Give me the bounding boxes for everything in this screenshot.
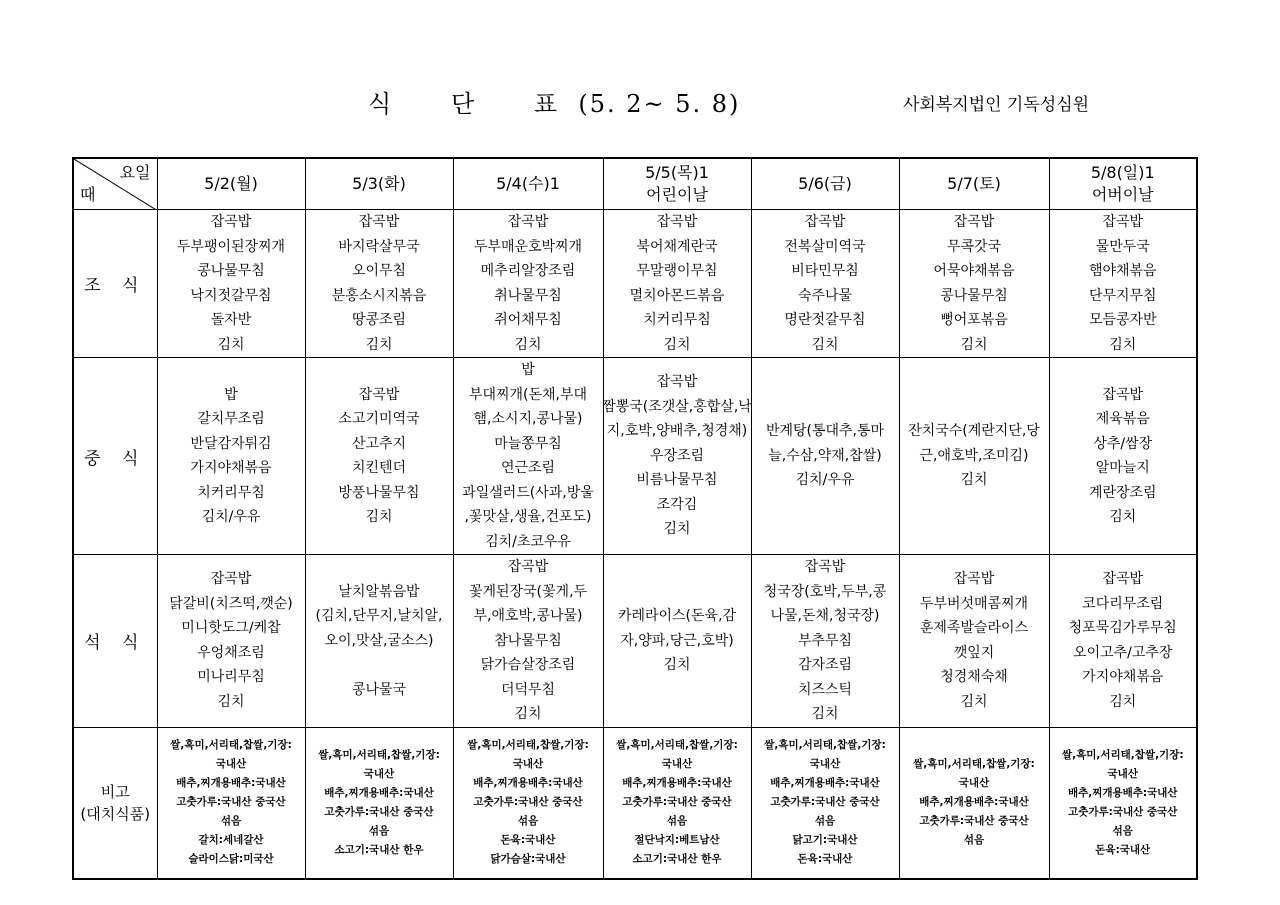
menu-item: 치커리무침 [643, 312, 711, 328]
menu-item: 계란장조림 [1088, 484, 1157, 501]
header-row [73, 158, 1197, 210]
meal-label: 중 식 [73, 358, 157, 555]
menu-item: 모듬콩자반 [1088, 312, 1157, 328]
day-date: 5/2(월) [204, 174, 258, 193]
notes-list [604, 736, 751, 869]
menu-item: 김치 [663, 657, 691, 673]
notes-cell [157, 727, 305, 879]
menu-item: 잡곡밥 [804, 559, 846, 575]
origin-note-line: 고춧가루:국내산 중국산 [622, 796, 732, 808]
menu-items [752, 555, 899, 727]
menu-cell [751, 555, 899, 728]
origin-note-line: 국내산 [661, 758, 693, 770]
menu-cell [751, 210, 899, 358]
menu-cell [751, 358, 899, 555]
menu-item: 우엉채조림 [197, 644, 265, 661]
menu-item: 돌자반 [210, 312, 252, 328]
notes-row [73, 727, 1197, 879]
menu-item: 잡곡밥 [953, 571, 995, 588]
origin-note-line: 배추,찌개용배추:국내산 [1067, 786, 1178, 799]
menu-item: 북어채계란국 [636, 238, 718, 255]
menu-item: 가지야채볶음 [1082, 669, 1164, 686]
origin-note-line: 국내산 [809, 758, 841, 770]
origin-note-line: 국내산 [1107, 767, 1138, 780]
menu-cell [157, 210, 305, 358]
menu-item: 숙주나물 [797, 287, 853, 304]
menu-item: 꽃게된장국(꽃게,두 [468, 583, 588, 600]
menu-item: 알마늘지 [1095, 460, 1150, 476]
origin-note-line: 쌀,흑미,서리태,찹쌀,기장: [616, 739, 738, 751]
menu-item: 근,애호박,조미김) [919, 447, 1029, 464]
menu-item: 어묵야채볶음 [933, 263, 1015, 279]
menu-item: 김치/우유 [795, 472, 855, 489]
menu-item: 김치 [960, 693, 988, 710]
menu-item: 오이무침 [351, 263, 407, 279]
day-date: 5/5(목)1 [645, 163, 709, 182]
origin-note-line: 섞음 [666, 815, 688, 827]
menu-item: 나물,돈채,청국장) [770, 608, 880, 624]
organization-name: 사회복지법인 기독성심원 [903, 95, 1090, 115]
menu-items [604, 210, 751, 357]
menu-items [1050, 567, 1197, 714]
origin-note-line: 국내산 [215, 758, 247, 770]
menu-item: 깻잎지 [953, 644, 995, 661]
menu-items [900, 210, 1049, 357]
day-header [453, 158, 603, 210]
menu-items [752, 210, 899, 357]
menu-items [604, 370, 751, 542]
menu-item: 두부팽이된장찌개 [176, 238, 286, 255]
menu-item: 햄,소시지,콩나물) [473, 411, 583, 427]
menu-item: 오이,맛살,굴소스) [324, 632, 434, 649]
menu-item: 김치/우유 [201, 509, 261, 525]
menu-item: 메추리알장조림 [480, 263, 576, 279]
origin-note-line: 닭가슴살:국내산 [490, 853, 566, 865]
menu-cell [1049, 358, 1197, 555]
day-holiday: 어버이날 [1091, 185, 1154, 204]
menu-item: 반달감자튀김 [190, 435, 272, 452]
day-date: 5/3(화) [352, 174, 406, 193]
origin-note-line: 절단낙지:베트남산 [634, 834, 720, 846]
notes-cell [305, 727, 453, 879]
menu-item: 부,애호박,콩나물) [473, 608, 583, 624]
day-header [305, 158, 453, 210]
menu-items [1050, 210, 1197, 357]
menu-item: 날치알볶음밥 [338, 583, 420, 600]
origin-note-line: 고춧가루:국내산 중국산 [473, 796, 583, 808]
notes-list [1050, 746, 1197, 860]
menu-item [377, 653, 381, 678]
menu-item: 미니핫도그/케찹 [181, 620, 281, 637]
notes-list [752, 736, 899, 869]
origin-note-line: 배추,찌개용배추:국내산 [176, 777, 286, 789]
menu-item: 콩나물무침 [940, 287, 1008, 304]
menu-item: 뻥어포볶음 [940, 312, 1008, 328]
menu-item: 감자조림 [797, 657, 853, 673]
menu-items [454, 555, 603, 727]
menu-item: 멸치아몬드볶음 [629, 287, 725, 304]
menu-items [454, 210, 603, 357]
menu-item: 쥐어채무침 [494, 312, 562, 328]
day-header [603, 158, 751, 210]
menu-items [900, 419, 1049, 493]
menu-item: 치커리무침 [197, 484, 265, 501]
menu-item: 연근조림 [500, 460, 556, 476]
menu-item: 잡곡밥 [358, 214, 400, 230]
menu-items [158, 567, 305, 714]
menu-item: 분홍소시지볶음 [331, 287, 427, 304]
menu-item: 코다리무조림 [1082, 595, 1164, 612]
notes-label-line2: (대치식품) [80, 804, 151, 823]
day-date: 5/6(금) [798, 174, 852, 193]
menu-cell [1049, 555, 1197, 728]
menu-item: 더덕무침 [500, 681, 556, 698]
menu-cell [157, 555, 305, 728]
menu-item: 우장조림 [649, 447, 705, 464]
menu-item: 조각김 [656, 496, 698, 513]
menu-item: 미나리무침 [197, 669, 265, 686]
menu-item: 김치 [1109, 336, 1137, 353]
origin-note-line: 쌀,흑미,서리태,찹쌀,기장: [318, 748, 440, 761]
menu-item: 김치 [663, 521, 691, 538]
origin-note-line: 갈치:세네갈산 [198, 834, 264, 846]
menu-item: 비타민무침 [791, 263, 859, 279]
notes-label-line1: 비고 [100, 782, 130, 801]
menu-item: 낙지젓갈무침 [190, 287, 272, 304]
menu-item: 김치 [811, 336, 839, 353]
menu-items [158, 383, 305, 530]
menu-item: 김치 [217, 693, 245, 710]
menu-cell [603, 555, 751, 728]
menu-item: 전복살미역국 [784, 238, 866, 255]
menu-item: 잡곡밥 [210, 571, 252, 588]
menu-item: 두부버섯매콤찌개 [919, 595, 1029, 612]
menu-item: 잡곡밥 [358, 386, 400, 403]
origin-note-line: 닭고기:국내산 [792, 834, 858, 846]
menu-item: ,꽃맛살,생율,건포도) [464, 509, 592, 525]
menu-item: 소고기미역국 [338, 411, 420, 427]
origin-note-line: 쌀,흑미,서리태,찹쌀,기장: [1061, 748, 1184, 761]
menu-items [604, 604, 751, 678]
menu-item: 잡곡밥 [804, 214, 846, 230]
menu-item: 김치 [365, 509, 393, 525]
menu-item: 김치 [1109, 693, 1137, 710]
notes-list [306, 746, 453, 860]
origin-note-line: 배추,찌개용배추:국내산 [919, 796, 1029, 808]
origin-note-line: 고춧가루:국내산 중국산 [919, 815, 1029, 827]
menu-item: 밥 [521, 362, 535, 378]
menu-table [72, 157, 1198, 880]
menu-item: 햄야채볶음 [1088, 263, 1157, 279]
menu-items [306, 580, 453, 703]
menu-item: 땅콩조림 [351, 312, 407, 328]
menu-cell [453, 358, 603, 555]
menu-cell [899, 358, 1049, 555]
menu-item: 방풍나물무침 [338, 484, 420, 501]
menu-item: 카레라이스(돈육,감 [617, 608, 737, 624]
notes-list [158, 736, 305, 869]
origin-note-line: 돈육:국내산 [797, 853, 853, 865]
menu-item: 치킨텐더 [351, 460, 407, 476]
menu-item: 청경채숙채 [940, 669, 1008, 686]
origin-note-line: 배추,찌개용배추:국내산 [770, 777, 880, 789]
origin-note-line: 쌀,흑미,서리태,찹쌀,기장: [913, 758, 1035, 770]
menu-item: 김치 [960, 336, 988, 353]
origin-note-line: 섞음 [963, 834, 985, 846]
menu-item: 잡곡밥 [656, 374, 698, 391]
menu-item: 참나물무침 [494, 632, 562, 649]
day-header [899, 158, 1049, 210]
menu-item: 오이고추/고추장 [1073, 644, 1173, 661]
menu-item: 콩나물국 [351, 681, 407, 698]
origin-note-line: 고춧가루:국내산 중국산 [176, 796, 286, 808]
menu-items [306, 383, 453, 530]
day-header [751, 158, 899, 210]
menu-item: 잡곡밥 [210, 214, 252, 230]
origin-note-line: 고춧가루:국내산 중국산 [770, 796, 880, 808]
menu-item: 밥 [224, 386, 238, 403]
menu-item: 물만두국 [1095, 238, 1150, 255]
notes-cell [603, 727, 751, 879]
day-date: 5/7(토) [947, 174, 1001, 193]
corner-cell [73, 158, 157, 210]
notes-list [454, 736, 603, 869]
meal-row-lunch [73, 358, 1197, 555]
menu-item: 자,양파,당근,호박) [620, 632, 734, 649]
menu-cell [157, 358, 305, 555]
menu-item: 훈제족발슬라이스 [919, 620, 1029, 637]
menu-item: 명란젓갈무침 [784, 312, 866, 328]
menu-item: 짬뽕국(조갯살,홍합살,낙 [602, 398, 752, 415]
menu-cell [899, 210, 1049, 358]
menu-item: 마늘쫑무침 [494, 435, 562, 452]
menu-item: 콩나물무침 [197, 263, 265, 279]
menu-item: 김치 [514, 336, 542, 353]
menu-item: 제육볶음 [1095, 411, 1150, 427]
origin-note-line: 섞음 [517, 815, 539, 827]
origin-note-line: 쌀,흑미,서리태,찹쌀,기장: [764, 739, 886, 751]
menu-item: 늘,수삼,약재,찹쌀) [768, 447, 882, 464]
origin-note-line: 소고기:국내산 한우 [334, 843, 424, 856]
menu-items [306, 210, 453, 357]
menu-item: 잡곡밥 [656, 214, 698, 230]
menu-item: 상추/쌈장 [1093, 435, 1153, 452]
origin-note-line: 돈육:국내산 [1095, 843, 1151, 856]
origin-note-line: 배추,찌개용배추:국내산 [324, 786, 434, 799]
day-date: 5/4(수)1 [496, 174, 560, 193]
menu-item: 지,호박,양배추,청경채) [606, 423, 748, 440]
meal-row-breakfast [73, 210, 1197, 358]
menu-item: 김치 [217, 336, 245, 353]
menu-item: 부추무침 [797, 632, 853, 649]
day-date: 5/8(일)1 [1090, 163, 1155, 182]
origin-note-line: 국내산 [958, 777, 990, 789]
menu-item: 잡곡밥 [507, 559, 549, 575]
menu-item: 청국장(호박,두부,콩 [763, 583, 887, 600]
origin-note-line: 슬라이스닭:미국산 [188, 853, 274, 865]
notes-cell [899, 727, 1049, 879]
origin-note-line: 국내산 [512, 758, 544, 770]
menu-item: 잡곡밥 [1102, 214, 1144, 230]
menu-item: 잡곡밥 [1102, 571, 1144, 588]
menu-item: 김치 [663, 336, 691, 353]
notes-list [900, 755, 1049, 850]
origin-note-line: 국내산 [363, 767, 395, 780]
menu-item: 김치 [1109, 509, 1137, 525]
menu-cell [305, 555, 453, 728]
menu-items [454, 358, 603, 554]
menu-item: 잡곡밥 [953, 214, 995, 230]
corner-day-label: 요일 [119, 163, 151, 182]
menu-item: 가지야채볶음 [190, 460, 272, 476]
origin-note-line: 쌀,흑미,서리태,찹쌀,기장: [467, 739, 589, 751]
menu-item: 무콕갓국 [946, 238, 1002, 255]
menu-cell [453, 555, 603, 728]
menu-item: 갈치무조림 [197, 411, 265, 427]
menu-item: 닭가슴살장조림 [480, 657, 576, 673]
menu-item: 잔치국수(계란지단,당 [908, 423, 1040, 440]
menu-item: 김치/초코우유 [485, 533, 571, 550]
menu-item: 무말랭이무침 [636, 263, 718, 279]
menu-items [900, 567, 1049, 714]
menu-item: 부대찌개(돈채,부대 [468, 386, 588, 403]
menu-item: 김치 [365, 336, 393, 353]
origin-note-line: 섞음 [814, 815, 836, 827]
page-title: 식 단 표 (5. 2~ 5. 8) [368, 90, 741, 118]
origin-note-line: 배추,찌개용배추:국내산 [473, 777, 583, 789]
day-header [1049, 158, 1197, 210]
menu-cell [899, 555, 1049, 728]
origin-note-line: 배추,찌개용배추:국내산 [622, 777, 732, 789]
day-holiday: 어린이날 [646, 185, 708, 204]
menu-cell [603, 358, 751, 555]
menu-cell [453, 210, 603, 358]
menu-item: 취나물무침 [494, 287, 562, 304]
menu-item: 잡곡밥 [1102, 386, 1144, 403]
menu-item: 잡곡밥 [507, 214, 549, 230]
menu-item: 김치 [960, 472, 988, 489]
origin-note-line: 섞음 [220, 815, 242, 827]
menu-item: 청포묵김가루무침 [1068, 620, 1177, 637]
menu-items [1050, 383, 1197, 530]
meal-label: 석 식 [73, 555, 157, 728]
notes-cell [453, 727, 603, 879]
notes-cell [751, 727, 899, 879]
menu-item: 바지락살무국 [338, 238, 420, 255]
origin-note-line: 섞음 [368, 824, 390, 837]
origin-note-line: 섞음 [1112, 824, 1133, 837]
menu-cell [1049, 210, 1197, 358]
menu-cell [305, 210, 453, 358]
origin-note-line: 고춧가루:국내산 중국산 [1068, 805, 1178, 818]
menu-item: 반계탕(통대추,통마 [765, 423, 885, 440]
menu-item: 비름나물무침 [636, 472, 718, 489]
menu-items [158, 210, 305, 357]
origin-note-line: 돈육:국내산 [500, 834, 556, 846]
menu-item: 김치 [811, 706, 839, 722]
menu-cell [305, 358, 453, 555]
menu-item: 두부매운호박찌개 [473, 238, 583, 255]
menu-item: 단무지무침 [1088, 287, 1157, 304]
notes-cell [1049, 727, 1197, 879]
notes-label [73, 727, 157, 879]
menu-cell [603, 210, 751, 358]
meal-row-dinner [73, 555, 1197, 728]
day-header [157, 158, 305, 210]
corner-meal-label: 때 [80, 185, 96, 204]
menu-item: 치즈스틱 [797, 681, 853, 698]
menu-item: (김치,단무지,날치알, [315, 608, 443, 624]
meal-label: 조 식 [73, 210, 157, 358]
menu-item: 김치 [514, 706, 542, 722]
origin-note-line: 소고기:국내산 한우 [632, 853, 722, 865]
origin-note-line: 고춧가루:국내산 중국산 [324, 805, 434, 818]
menu-item: 과일샐러드(사과,방울 [462, 484, 594, 501]
menu-items [752, 419, 899, 493]
origin-note-line: 쌀,흑미,서리태,찹쌀,기장: [170, 739, 292, 751]
menu-item: 산고추지 [351, 435, 407, 452]
menu-item: 닭갈비(치즈떡,깻순) [169, 595, 293, 612]
